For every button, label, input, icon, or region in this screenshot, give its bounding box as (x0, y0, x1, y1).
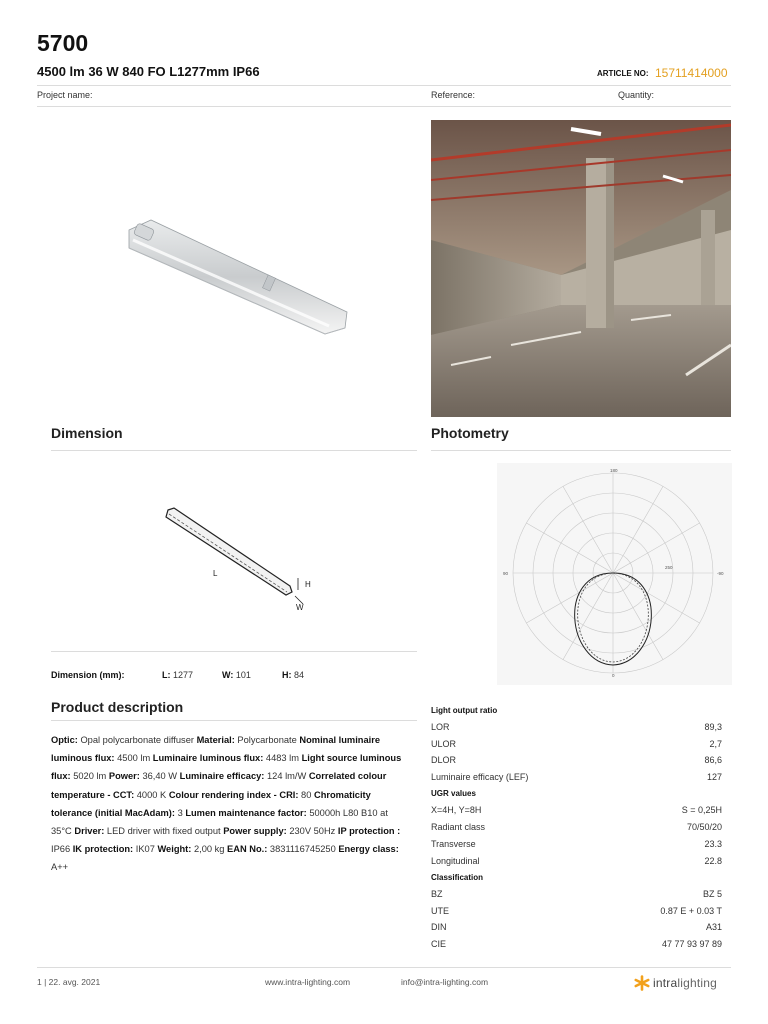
dimension-heading: Dimension (51, 425, 123, 441)
spec-value: 22.8 (704, 855, 722, 866)
footer-email-link[interactable]: info@intra-lighting.com (401, 977, 489, 987)
polar-scale-label: 250 (665, 565, 673, 570)
description-value: 4000 K (134, 789, 169, 800)
spec-value: A31 (705, 922, 722, 933)
spec-group-heading (431, 702, 722, 719)
spec-row (431, 852, 722, 869)
description-value: 4500 lm (114, 753, 153, 764)
spec-row (431, 802, 722, 819)
description-key: Lumen maintenance factor: (185, 807, 307, 818)
footer-page-date: 1 | 22. avg. 2021 (37, 977, 101, 987)
spec-label: LOR (431, 722, 450, 733)
spec-value: 86,6 (704, 755, 722, 766)
spec-value: 127 (706, 772, 722, 783)
description-value: Polycarbonate (234, 735, 300, 745)
spec-label: UTE (431, 905, 449, 916)
spec-label: Radiant class (431, 822, 486, 833)
description-value: 3 (174, 807, 186, 818)
description-value: Opal polycarbonate diffuser (77, 735, 197, 745)
spec-value: 47 77 93 97 89 (661, 938, 722, 949)
height-value: H: 84 (282, 670, 305, 680)
description-value: LED driver with fixed output (104, 826, 224, 837)
polar-bottom-label: 0 (612, 673, 615, 678)
photometric-specs-table (431, 702, 722, 952)
polar-diagram (497, 463, 732, 685)
spec-label: Longitudinal (431, 855, 480, 866)
height-label: H (305, 580, 311, 589)
description-value: 230V 50Hz (286, 826, 338, 837)
spec-label: Luminaire efficacy (LEF) (431, 772, 529, 783)
spec-row (431, 719, 722, 736)
spec-row (431, 735, 722, 752)
description-key: EAN No.: (227, 844, 268, 855)
description-key: Luminaire luminous flux: (152, 753, 264, 764)
spec-value: S = 0,25H (681, 805, 722, 816)
spec-label: DLOR (431, 755, 457, 766)
spec-label: BZ (431, 888, 443, 899)
divider (431, 450, 731, 451)
description-key: Correlated colour temperature - CCT: (51, 771, 387, 800)
divider (51, 720, 417, 721)
spec-value: BZ 5 (702, 888, 722, 899)
description-value: IP66 (51, 844, 73, 855)
description-key: Power: (108, 771, 140, 782)
spec-group-heading (431, 869, 722, 886)
project-name-label: Project name: (37, 90, 93, 100)
divider (51, 651, 417, 652)
spec-row (431, 836, 722, 853)
spec-value: 89,3 (704, 722, 722, 733)
polar-top-label: 180 (610, 468, 618, 473)
spec-label: DIN (431, 922, 447, 933)
divider (51, 450, 417, 451)
spec-row (431, 936, 722, 953)
reference-label: Reference: (431, 90, 476, 100)
spec-value: 0.87 E + 0.03 T (660, 905, 722, 916)
width-label: W (296, 603, 304, 612)
description-key: Weight: (157, 844, 192, 855)
spec-value: 70/50/20 (686, 822, 722, 833)
description-key: Optic: (51, 735, 78, 745)
description-value: 80 (298, 789, 314, 800)
description-key: Nominal luminaire luminous flux: (51, 735, 380, 764)
description-value: 2,00 kg (191, 844, 228, 855)
description-value: IK07 (133, 844, 158, 855)
length-value: L: 1277 (162, 670, 194, 680)
length-label: L (213, 569, 218, 578)
divider (37, 106, 731, 107)
logo-text: intralighting (653, 976, 717, 990)
spec-group-heading (431, 785, 722, 802)
spec-row (431, 919, 722, 936)
product-description-text (51, 731, 407, 877)
polar-left-label: 90 (503, 571, 509, 576)
polar-right-label: -90 (717, 571, 724, 576)
description-key: Luminaire efficacy: (179, 771, 265, 782)
product-subtitle: 4500 lm 36 W 840 FO L1277mm IP66 (37, 64, 260, 79)
spec-row (431, 769, 722, 786)
spec-label: CIE (431, 938, 447, 949)
description-key: Material: (196, 735, 235, 745)
star-icon (634, 975, 650, 991)
description-key: IK protection: (72, 844, 134, 855)
article-number: 15711414000 (655, 66, 728, 80)
divider (37, 967, 731, 968)
spec-label: X=4H, Y=8H (431, 805, 482, 816)
spec-row (431, 752, 722, 769)
description-value: 50000h L80 B10 at 35°C (51, 807, 388, 837)
model-title: 5700 (37, 30, 89, 56)
spec-label: Transverse (431, 838, 476, 849)
description-value: 4483 lm (263, 753, 302, 764)
article-label: ARTICLE NO: (597, 69, 649, 78)
spec-value: 2,7 (709, 738, 722, 749)
description-value: 36,40 W (139, 771, 180, 782)
description-value: 5020 lm (70, 771, 109, 782)
spec-label: Classification (431, 872, 484, 882)
quantity-label: Quantity: (618, 90, 655, 100)
spec-label: UGR values (431, 789, 476, 799)
description-key: Energy class: (338, 844, 399, 855)
description-key: Colour rendering index - CRI: (168, 789, 299, 800)
description-key: Driver: (74, 826, 105, 837)
dimension-drawing (150, 500, 320, 620)
description-key: Chromaticity tolerance (initial MacAdam): (51, 789, 371, 818)
spec-label: ULOR (431, 738, 457, 749)
description-value: 3831116745250 (267, 844, 339, 855)
product-image (115, 200, 355, 350)
spec-label: Light output ratio (431, 705, 498, 715)
description-value: 124 lm/W (264, 771, 309, 782)
description-value: A++ (51, 862, 69, 873)
spec-row (431, 902, 722, 919)
divider (37, 85, 731, 86)
description-key: Power supply: (223, 826, 287, 837)
application-photo (431, 120, 731, 417)
spec-row (431, 886, 722, 903)
dimension-values (51, 670, 125, 680)
dimension-label: Dimension (mm): (51, 670, 125, 680)
description-key: IP protection : (337, 826, 401, 837)
intra-lighting-logo (634, 975, 717, 991)
description-key: Light source luminous flux: (51, 753, 402, 782)
footer-website-link[interactable]: www.intra-lighting.com (265, 977, 351, 987)
spec-row (431, 819, 722, 836)
photometry-heading: Photometry (431, 425, 509, 441)
width-value: W: 101 (222, 670, 251, 680)
product-description-heading: Product description (51, 699, 184, 715)
spec-value: 23.3 (704, 838, 722, 849)
